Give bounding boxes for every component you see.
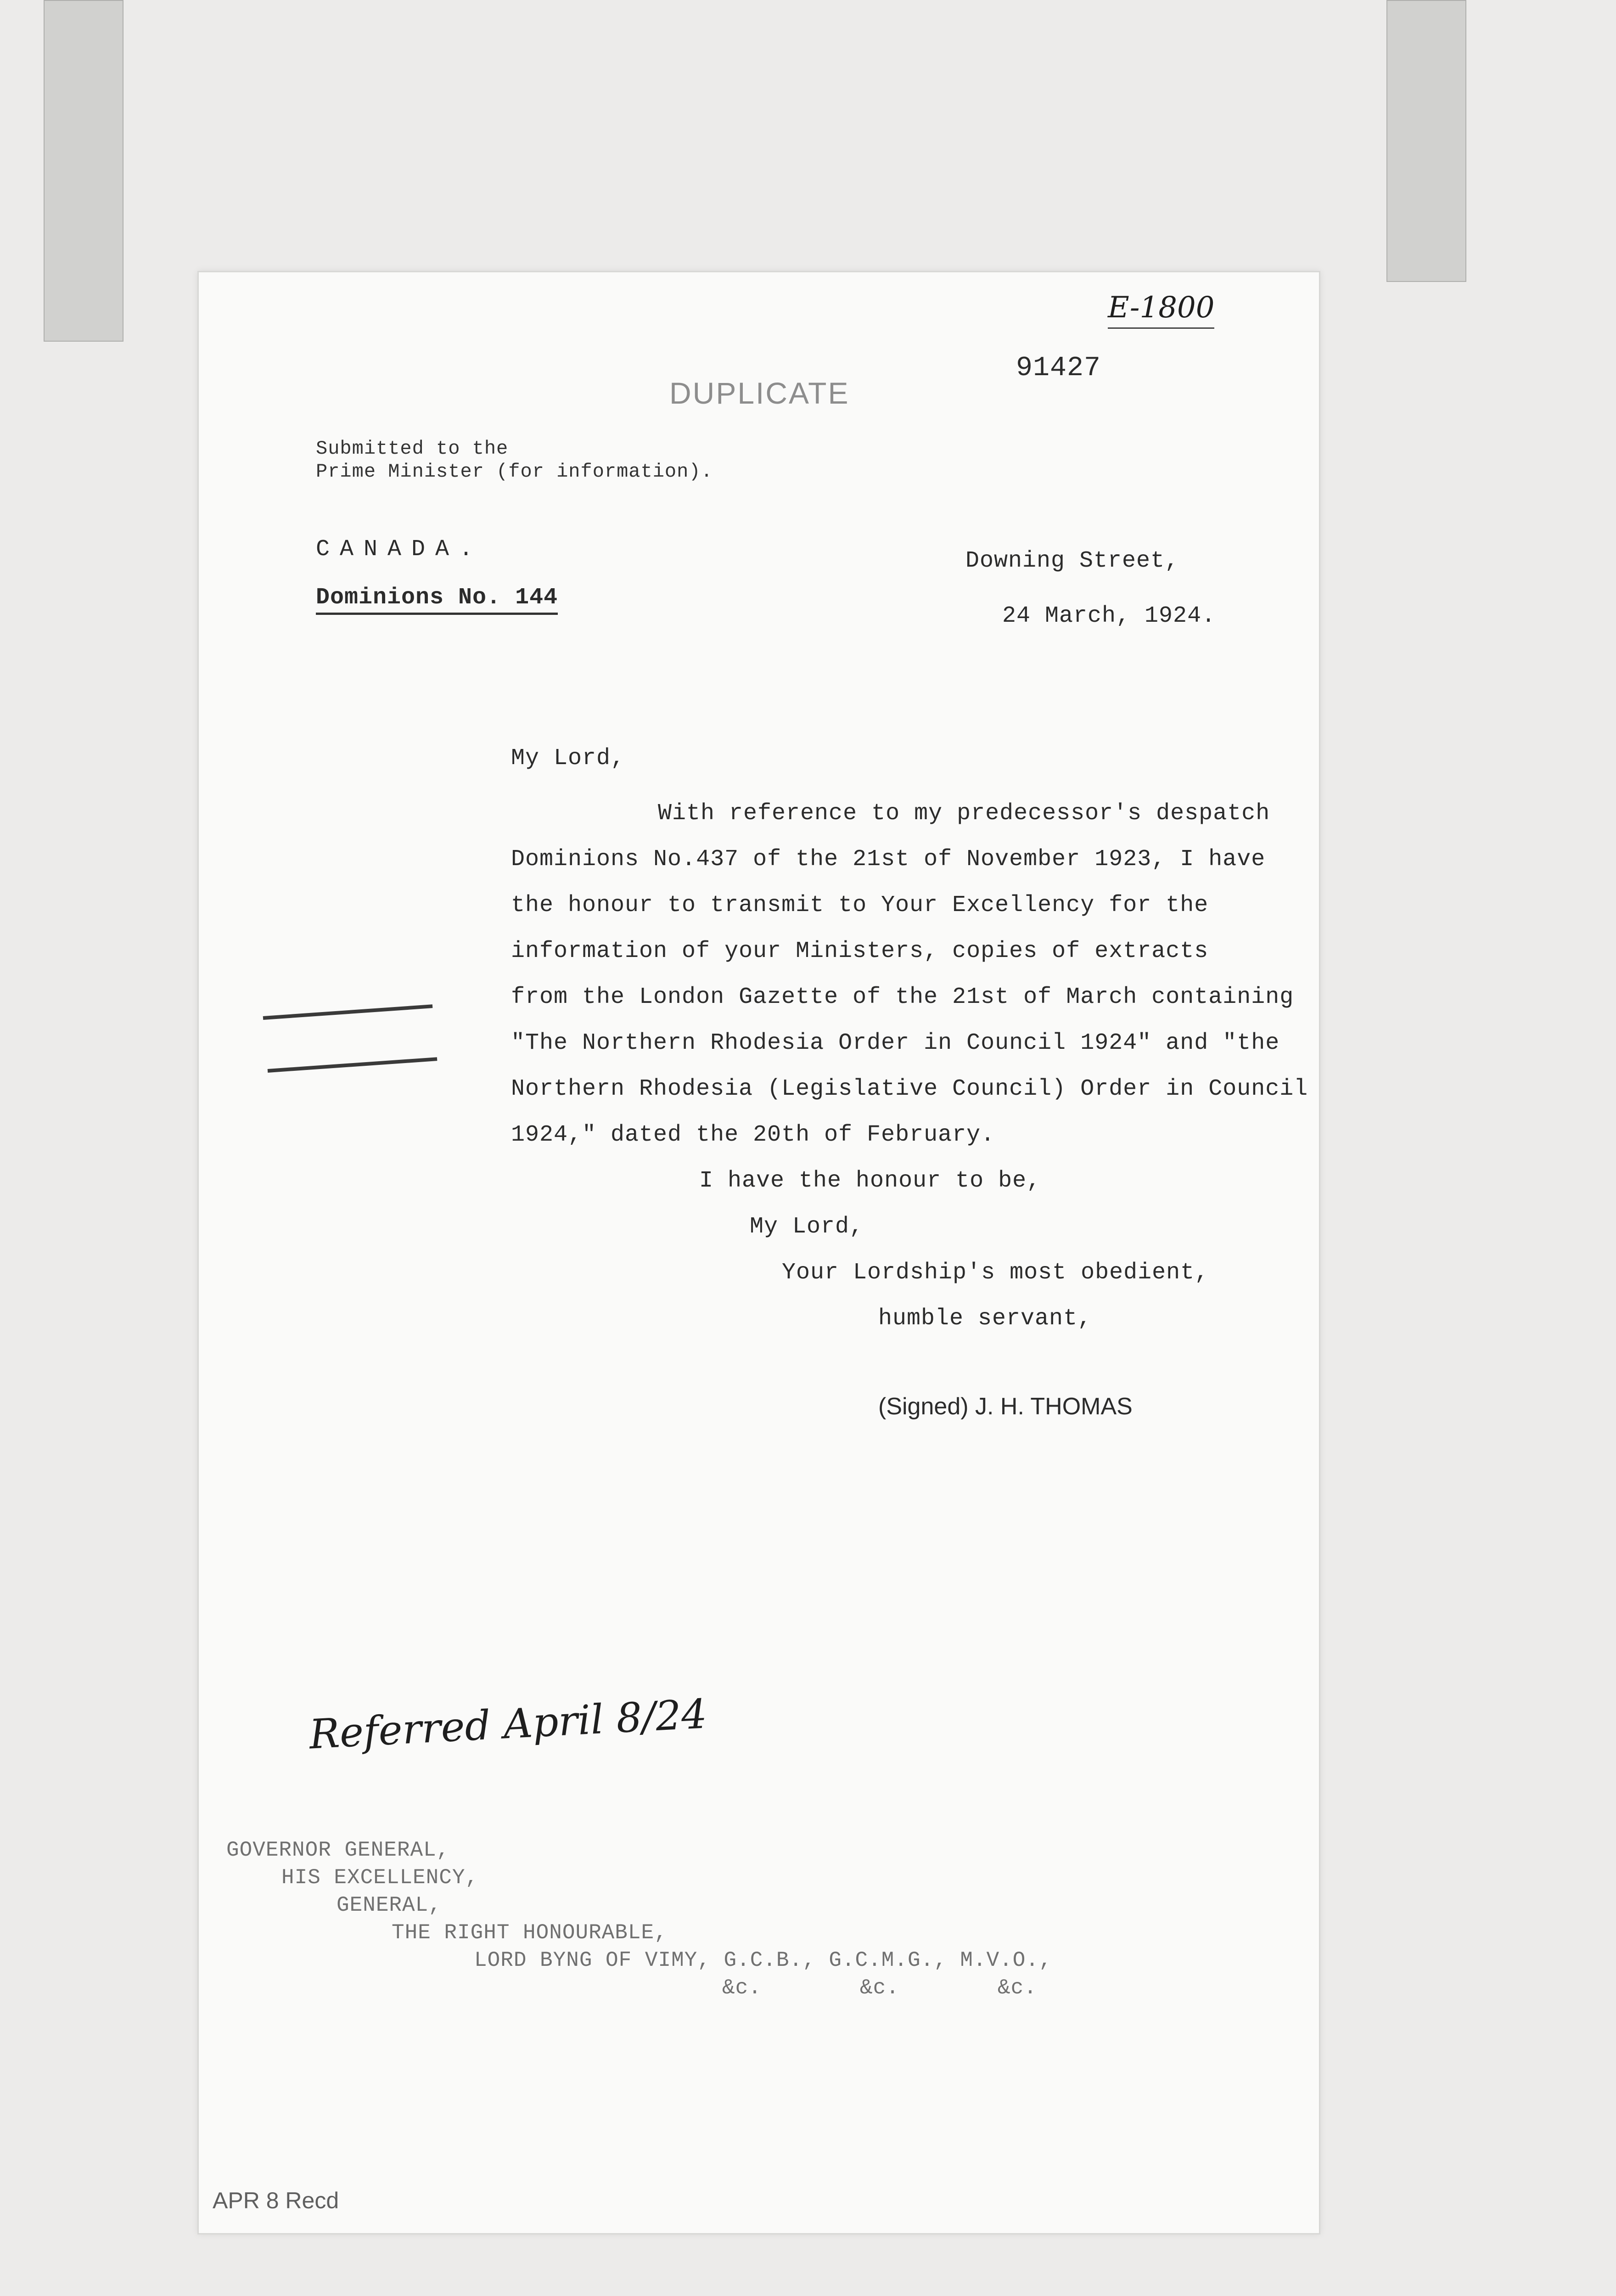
duplicate-stamp: DUPLICATE [669,376,850,410]
body-line-2: Dominions No.437 of the 21st of November 1923, I have [511,846,1266,872]
body-line-5: from the London Gazette of the 21st of March containing [511,984,1294,1010]
body-line-6: "The Northern Rhodesia Order in Council 1924" and "the [511,1030,1280,1056]
document-number: 91427 [1016,353,1101,384]
document-sheet [197,271,1320,2234]
margin-mark-2 [268,1057,438,1073]
body-line-8: 1924," dated the 20th of February. [511,1122,995,1148]
dominions-number: Dominions No. 144 [316,585,558,615]
body-line-3: the honour to transmit to Your Excellency for the [511,892,1209,918]
addressee-line-4: THE RIGHT HONOURABLE, [392,1921,668,1945]
addressee-etc-3: &c. [998,1976,1037,2000]
addressee-etc-1: &c. [722,1976,762,2000]
body-line-7: Northern Rhodesia (Legislative Council) Order in Council [511,1076,1308,1102]
tape-top-right [1386,0,1466,282]
addressee-line-3: GENERAL, [337,1893,442,1917]
received-stamp: APR 8 Recd [213,2188,339,2213]
closing-line-1: I have the honour to be, [699,1168,1041,1194]
addressee-etc-2: &c. [860,1976,899,2000]
signature-line: (Signed) J. H. THOMAS [878,1393,1133,1420]
salutation: My Lord, [511,745,625,771]
referred-annotation: Referred April 8/24 [308,1690,708,1758]
submitted-line-1: Submitted to the [316,438,509,460]
body-line-1: With reference to my predecessor's despatch [658,800,1270,827]
addressee-line-1: GOVERNOR GENERAL, [226,1838,450,1862]
file-reference: E-1800 [1108,291,1214,329]
country-heading: CANADA. [316,536,483,563]
date-line: 24 March, 1924. [1002,603,1216,629]
place-line: Downing Street, [965,548,1179,574]
submitted-line-2: Prime Minister (for information). [316,461,713,483]
tape-top-left [44,0,123,342]
addressee-line-5: LORD BYNG OF VIMY, G.C.B., G.C.M.G., M.V.O., [474,1948,1052,1972]
closing-line-4: humble servant, [878,1306,1092,1332]
margin-mark-1 [263,1004,433,1020]
closing-line-3: Your Lordship's most obedient, [782,1260,1209,1286]
addressee-line-2: HIS EXCELLENCY, [281,1866,479,1890]
closing-line-2: My Lord, [750,1214,864,1240]
body-line-4: information of your Ministers, copies of extracts [511,938,1209,964]
